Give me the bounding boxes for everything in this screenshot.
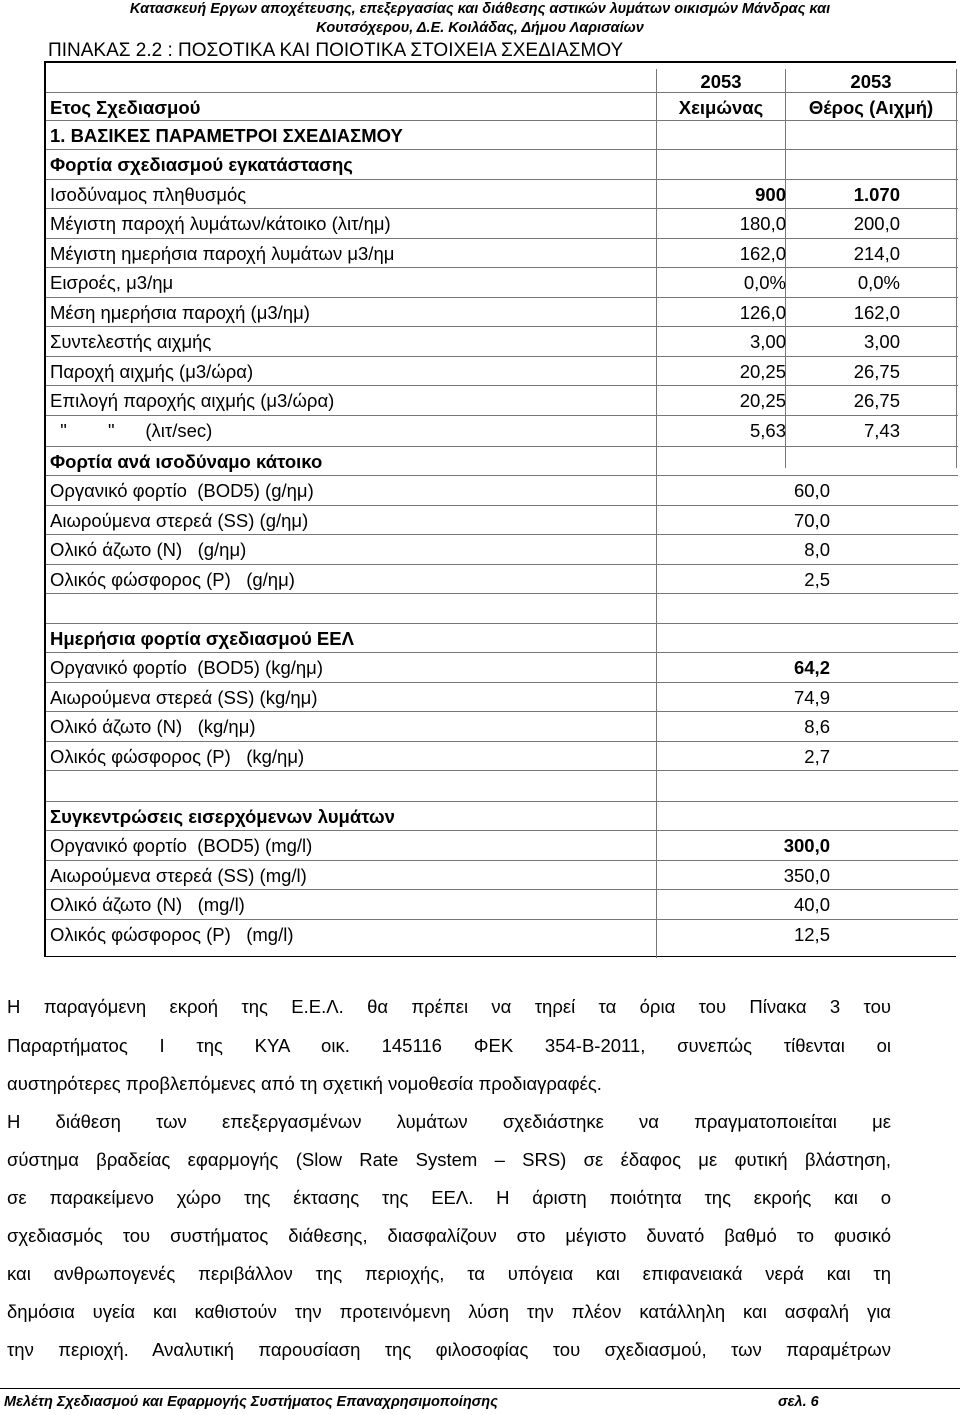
footer-rule	[0, 1388, 960, 1389]
col1-year: 2053	[700, 71, 742, 92]
row-label: Οργανικό φορτίο (BOD5) (mg/l)	[50, 835, 313, 856]
summer-value: 0,0%	[857, 272, 900, 293]
row-value: 8,0	[804, 539, 830, 560]
row-value: 12,5	[793, 924, 830, 945]
row-label: Ολικό άζωτο (Ν) (g/ημ)	[50, 539, 247, 560]
daily-loads-title: Ημερήσια φορτία σχεδιασμού ΕΕΛ	[50, 628, 354, 649]
paragraph-line: αυστηρότερες προβλεπόμενες από τη σχετική νομοθεσία προδιαγραφές.	[7, 1073, 602, 1094]
row-value: 40,0	[793, 894, 830, 915]
summer-value: 7,43	[863, 420, 900, 441]
table-title: ΠΙΝΑΚΑΣ 2.2 : ΠΟΣΟΤΙΚΑ ΚΑΙ ΠΟΙΟΤΙΚΑ ΣΤΟΙΧΕΙΑ ΣΧΕΔΙΑΣΜΟΥ	[48, 40, 624, 61]
row-value: 2,7	[804, 746, 830, 767]
row-label: Αιωρούμενα στερεά (SS) (mg/l)	[50, 865, 307, 886]
document-header-line-2: Κουτσόχερου, Δ.Ε. Κοιλάδας, Δήμου Λαρισαίων	[316, 20, 644, 36]
row-value: 74,9	[793, 687, 830, 708]
row-label: Ολικό άζωτο (Ν) (kg/ημ)	[50, 716, 256, 737]
winter-value: 162,0	[739, 243, 786, 264]
row-value: 64,2	[793, 657, 830, 678]
row-value: 8,6	[804, 716, 830, 737]
concentrations-title: Συγκεντρώσεις εισερχόμενων λυμάτων	[50, 806, 395, 827]
row-label: Ολικός φώσφορος (P) (mg/l)	[50, 924, 294, 945]
summer-value: 200,0	[853, 213, 900, 234]
winter-value: 180,0	[739, 213, 786, 234]
row-label: Ολικός φώσφορος (P) (kg/ημ)	[50, 746, 305, 767]
section-1-title: 1. ΒΑΣΙΚΕΣ ΠΑΡΑΜΕΤΡΟΙ ΣΧΕΔΙΑΣΜΟΥ	[50, 125, 403, 146]
paragraph-line: και ανθρωπογενές περιβάλλον της περιοχής, τα υπόγεια και επιφανειακά νερά και τη	[7, 1263, 891, 1284]
paragraph-line: Η παραγόμενη εκροή της Ε.Ε.Λ. θα πρέπει να τηρεί τα όρια του Πίνακα 3 του	[7, 996, 891, 1017]
row-label: Μέγιστη ημερήσια παροχή λυμάτων μ3/ημ	[50, 243, 395, 264]
col2-year: 2053	[850, 71, 892, 92]
paragraph-line: σχεδιασμός του συστήματος διάθεσης, διασφαλίζουν στο μέγιστο δυνατό βαθμό το φυσικό	[7, 1225, 891, 1246]
design-data-table	[44, 61, 956, 957]
paragraph-line: δημόσια υγεία και καθιστούν την προτεινόμενη λύση την πλέον κατάλληλη και ασφαλή για	[7, 1301, 891, 1322]
winter-value: 5,63	[749, 420, 786, 441]
paragraph-line: σύστημα βραδείας εφαρμογής (Slow Rate System – SRS) σε έδαφος με φυτική βλάστηση,	[7, 1149, 891, 1170]
winter-value: 900	[755, 184, 786, 205]
winter-value: 20,25	[739, 361, 786, 382]
winter-value: 3,00	[749, 331, 786, 352]
summer-value: 1.070	[853, 184, 900, 205]
column-divider	[956, 69, 957, 468]
section-1-subtitle: Φορτία σχεδιασμού εγκατάστασης	[50, 154, 353, 175]
design-year-label: Ετος Σχεδιασμού	[50, 97, 201, 118]
summer-value: 26,75	[853, 361, 900, 382]
paragraph-line: την περιοχή. Αναλυτική παρουσίαση της φιλοσοφίας του σχεδιασμού, των παραμέτρων	[7, 1339, 891, 1360]
row-label: Παροχή αιχμής (μ3/ώρα)	[50, 361, 254, 382]
col2-season: Θέρος (Αιχμή)	[808, 97, 934, 118]
col1-season: Χειμώνας	[678, 97, 764, 118]
summer-value: 214,0	[853, 243, 900, 264]
row-value: 70,0	[793, 510, 830, 531]
row-value: 60,0	[793, 480, 830, 501]
row-label: Οργανικό φορτίο (BOD5) (g/ημ)	[50, 480, 314, 501]
document-header-line-1: Κατασκευή Εργων αποχέτευσης, επεξεργασίας και διάθεσης αστικών λυμάτων οικισμών Μάνδρας και	[129, 1, 831, 17]
paragraph-line: σε παρακείμενο χώρο της έκτασης της ΕΕΛ. Η άριστη ποιότητα της εκροής και ο	[7, 1187, 891, 1208]
row-label: Επιλογή παροχής αιχμής (μ3/ώρα)	[50, 390, 335, 411]
row-label: Εισροές, μ3/ημ	[50, 272, 174, 293]
footer-title: Μελέτη Σχεδιασμού και Εφαρμογής Συστήματος Επαναχρησιμοποίησης	[4, 1394, 498, 1410]
summer-value: 26,75	[853, 390, 900, 411]
paragraph-line: Παραρτήματος Ι της ΚΥΑ οικ. 145116 ΦΕΚ 354-Β-2011, συνεπώς τίθενται οι	[7, 1035, 891, 1056]
page-number: σελ. 6	[778, 1394, 819, 1410]
winter-value: 20,25	[739, 390, 786, 411]
row-label: Ολικός φώσφορος (P) (g/ημ)	[50, 569, 295, 590]
row-label: Αιωρούμενα στερεά (SS) (kg/ημ)	[50, 687, 318, 708]
winter-value: 126,0	[739, 302, 786, 323]
per-capita-title: Φορτία ανά ισοδύναμο κάτοικο	[50, 451, 323, 472]
row-label: Ισοδύναμος πληθυσμός	[50, 184, 247, 205]
row-value: 2,5	[804, 569, 830, 590]
row-label: Μέγιστη παροχή λυμάτων/κάτοικο (λιτ/ημ)	[50, 213, 391, 234]
summer-value: 162,0	[853, 302, 900, 323]
paragraph-line: Η διάθεση των επεξεργασμένων λυμάτων σχεδιάστηκε να πραγματοποιείται με	[7, 1111, 891, 1132]
row-value: 300,0	[783, 835, 830, 856]
row-label: Ολικό άζωτο (Ν) (mg/l)	[50, 894, 245, 915]
winter-value: 0,0%	[743, 272, 786, 293]
row-label: Μέση ημερήσια παροχή (μ3/ημ)	[50, 302, 310, 323]
summer-value: 3,00	[863, 331, 900, 352]
row-label: Συντελεστής αιχμής	[50, 331, 212, 352]
row-label: Οργανικό φορτίο (BOD5) (kg/ημ)	[50, 657, 323, 678]
row-value: 350,0	[783, 865, 830, 886]
row-label: Αιωρούμενα στερεά (SS) (g/ημ)	[50, 510, 309, 531]
row-label: " " (λιτ/sec)	[50, 420, 213, 441]
